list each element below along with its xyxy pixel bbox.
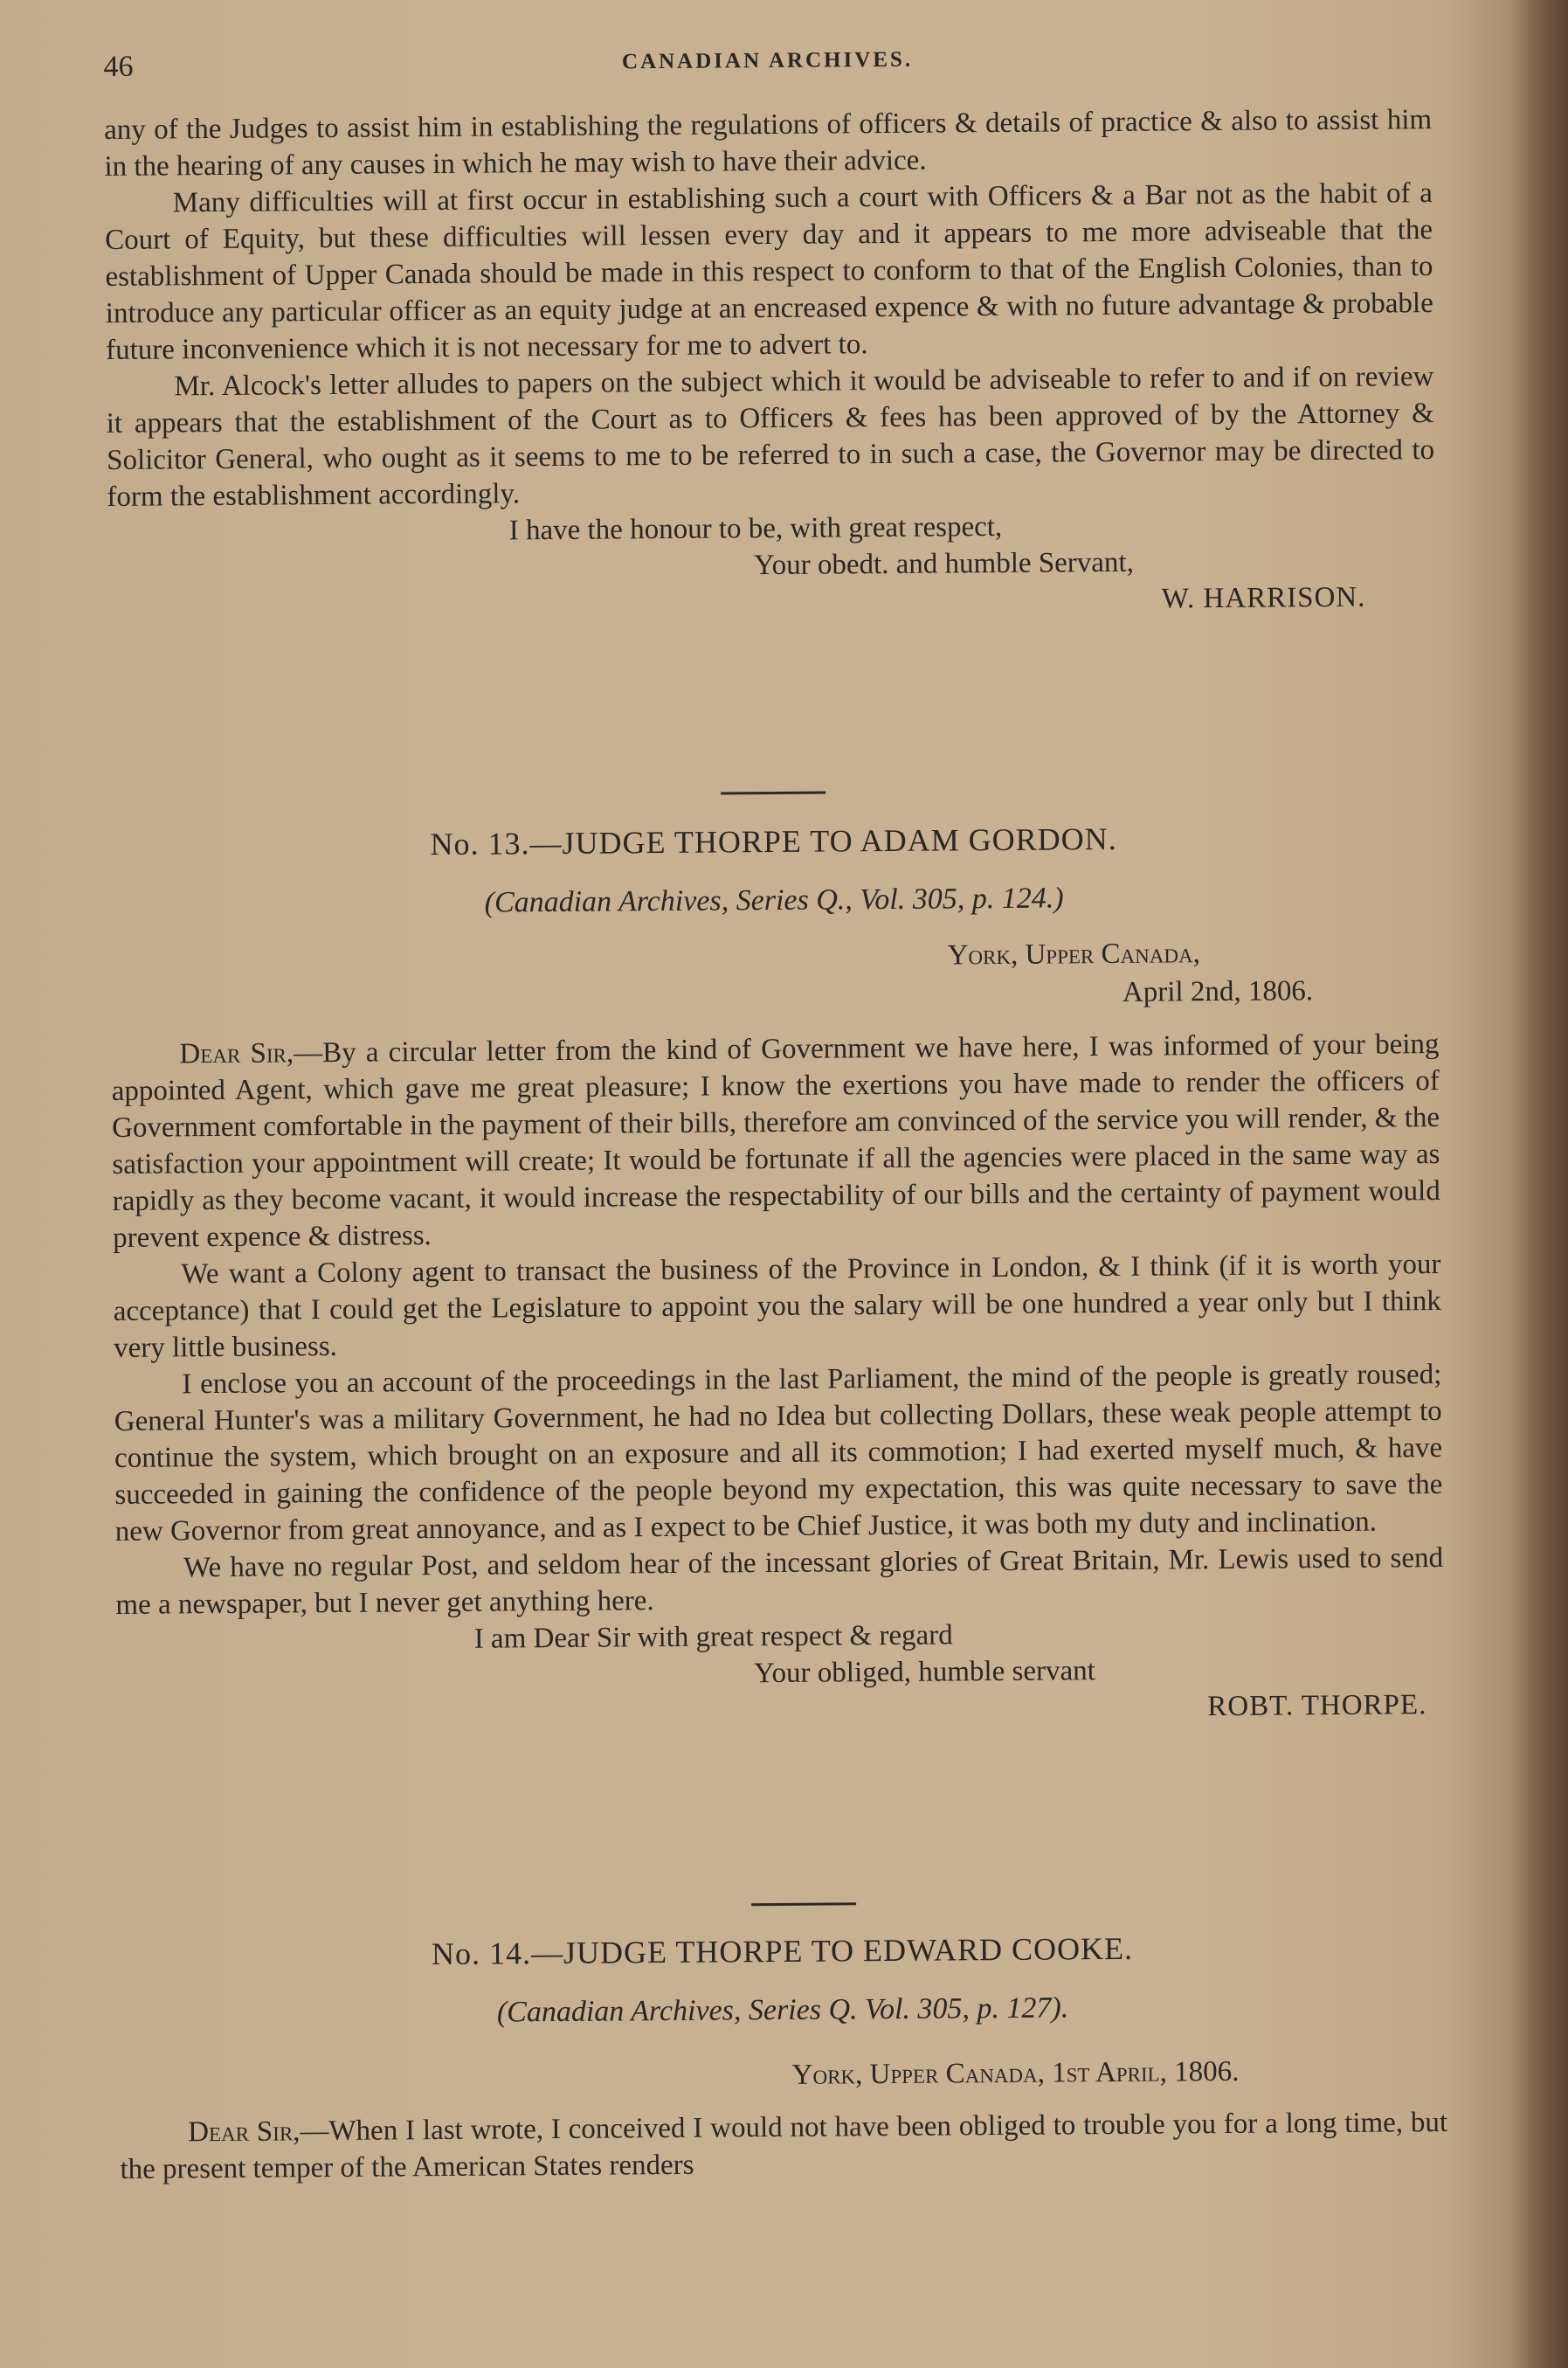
letter-14-salutation: Dear Sir,	[188, 2115, 300, 2149]
letter-12-signature: W. HARRISON.	[1161, 581, 1366, 615]
letter-13-paragraph-2: We want a Colony agent to transact the business of the Province in London, & I think (if it is worth your acceptance) that I could get the Legislature to appoint you the salary will be one hundred a year only but I think very little business.	[113, 1249, 1441, 1364]
letter-12-closing-1: I have the honour to be, with great respect,	[508, 510, 1003, 547]
letter-13-signature: ROBT. THORPE.	[1207, 1689, 1427, 1723]
letter-14-paragraph-1: —When I last wrote, I conceived I would not have been obliged to trouble you for a long time, but the present temper of the American States renders	[120, 2106, 1448, 2185]
page-number: 46	[103, 50, 134, 83]
page-header	[103, 40, 1431, 86]
section-divider	[751, 1902, 856, 1906]
letter-13-place: York, Upper Canada,	[947, 938, 1201, 972]
letter-13-body	[111, 1026, 1444, 1734]
letter-14-source: (Canadian Archives, Series Q. Vol. 305, p. 127).	[496, 1991, 1069, 2029]
letter-13-title: No. 13.—JUDGE THORPE TO ADAM GORDON.	[430, 820, 1117, 862]
book-spine-shadow	[1511, 0, 1568, 2368]
letter-14-place-date: York, Upper Canada, 1st April, 1806.	[791, 2055, 1240, 2091]
letter-14-title: No. 14.—JUDGE THORPE TO EDWARD COOKE.	[431, 1930, 1134, 1972]
letter-13-paragraph-3: I enclose you an account of the proceedings in the last Parliament, the mind of the people is greatly roused; General Hunter's was a military Government, he had no Idea but collecting Dollars, these weak people attempt to continue the system, which brought on an exposure and all its commotion; I had exerted myself much, & have succeeded in gaining the confidence of the people beyond my expectation, this was quite necessary to save the new Governor from great annoyance, and as I expect to be Chief Justice, it was both my duty and inclination.	[114, 1359, 1443, 1548]
letter-12-paragraph-2: Many difficulties will at first occur in establishing such a court with Officers & a Bar not as the habit of a Court of Equity, but these difficulties will lessen every day and it appears to me more adviseable that the establishment of Upper Canada should be made in this respect to conform to that of the English Colonies, than to introduce any particular officer as an equity judge at an encreased expence & with no future advantage & probable future inconvenience which it is not necessary for me to advert to.	[105, 177, 1433, 366]
letter-12-closing-2: Your obedt. and humble Servant,	[753, 546, 1135, 582]
letter-13-salutation: Dear Sir,	[179, 1037, 294, 1070]
letter-12-paragraph-1: any of the Judges to assist him in establishing the regulations of officers & details of practice & also to assist him in the hearing of any causes in which he may wish to have their advice.	[104, 104, 1433, 183]
running-title: CANADIAN ARCHIVES.	[621, 47, 914, 74]
letter-13-closing-2: Your obliged, humble servant	[753, 1655, 1095, 1690]
letter-13-paragraph-4: We have no regular Post, and seldom hear of the incessant glories of Great Britain, Mr. Lewis used to send me a newspaper, but I never get anything here.	[115, 1542, 1444, 1621]
letter-14-body	[120, 2104, 1448, 2188]
letter-13-paragraph-1: —By a circular letter from the kind of Government we have here, I was informed of your being appointed Agent, which gave me great pleasure; I know the exertions you have made to render the officers of Government comfortable in the payment of their bills, therefore am convinced of the service you will render, & the satisfaction your appointment will create; It would be fortunate if all the agencies were placed in the same way as rapidly as they become vacant, it would increase the respectability of our bills and the certainty of payment would prevent expence & distress.	[111, 1028, 1440, 1254]
letter-12-body	[104, 101, 1436, 626]
letter-13-closing-1: I am Dear Sir with great respect & regard	[473, 1619, 953, 1655]
letter-12-paragraph-3: Mr. Alcock's letter alludes to papers on the subject which it would be adviseable to refer to and if on review it appears that the establishment of the Court as to Officers & fees has been approved of by the Attorney & Solicitor General, who ought as it seems to me to be referred to in such a case, the Governor may be directed to form the establishment accordingly.	[106, 361, 1435, 513]
section-divider	[721, 792, 825, 795]
letter-13-source: (Canadian Archives, Series Q., Vol. 305, p. 124.)	[484, 882, 1064, 919]
letter-13-date: April 2nd, 1806.	[1122, 975, 1314, 1008]
